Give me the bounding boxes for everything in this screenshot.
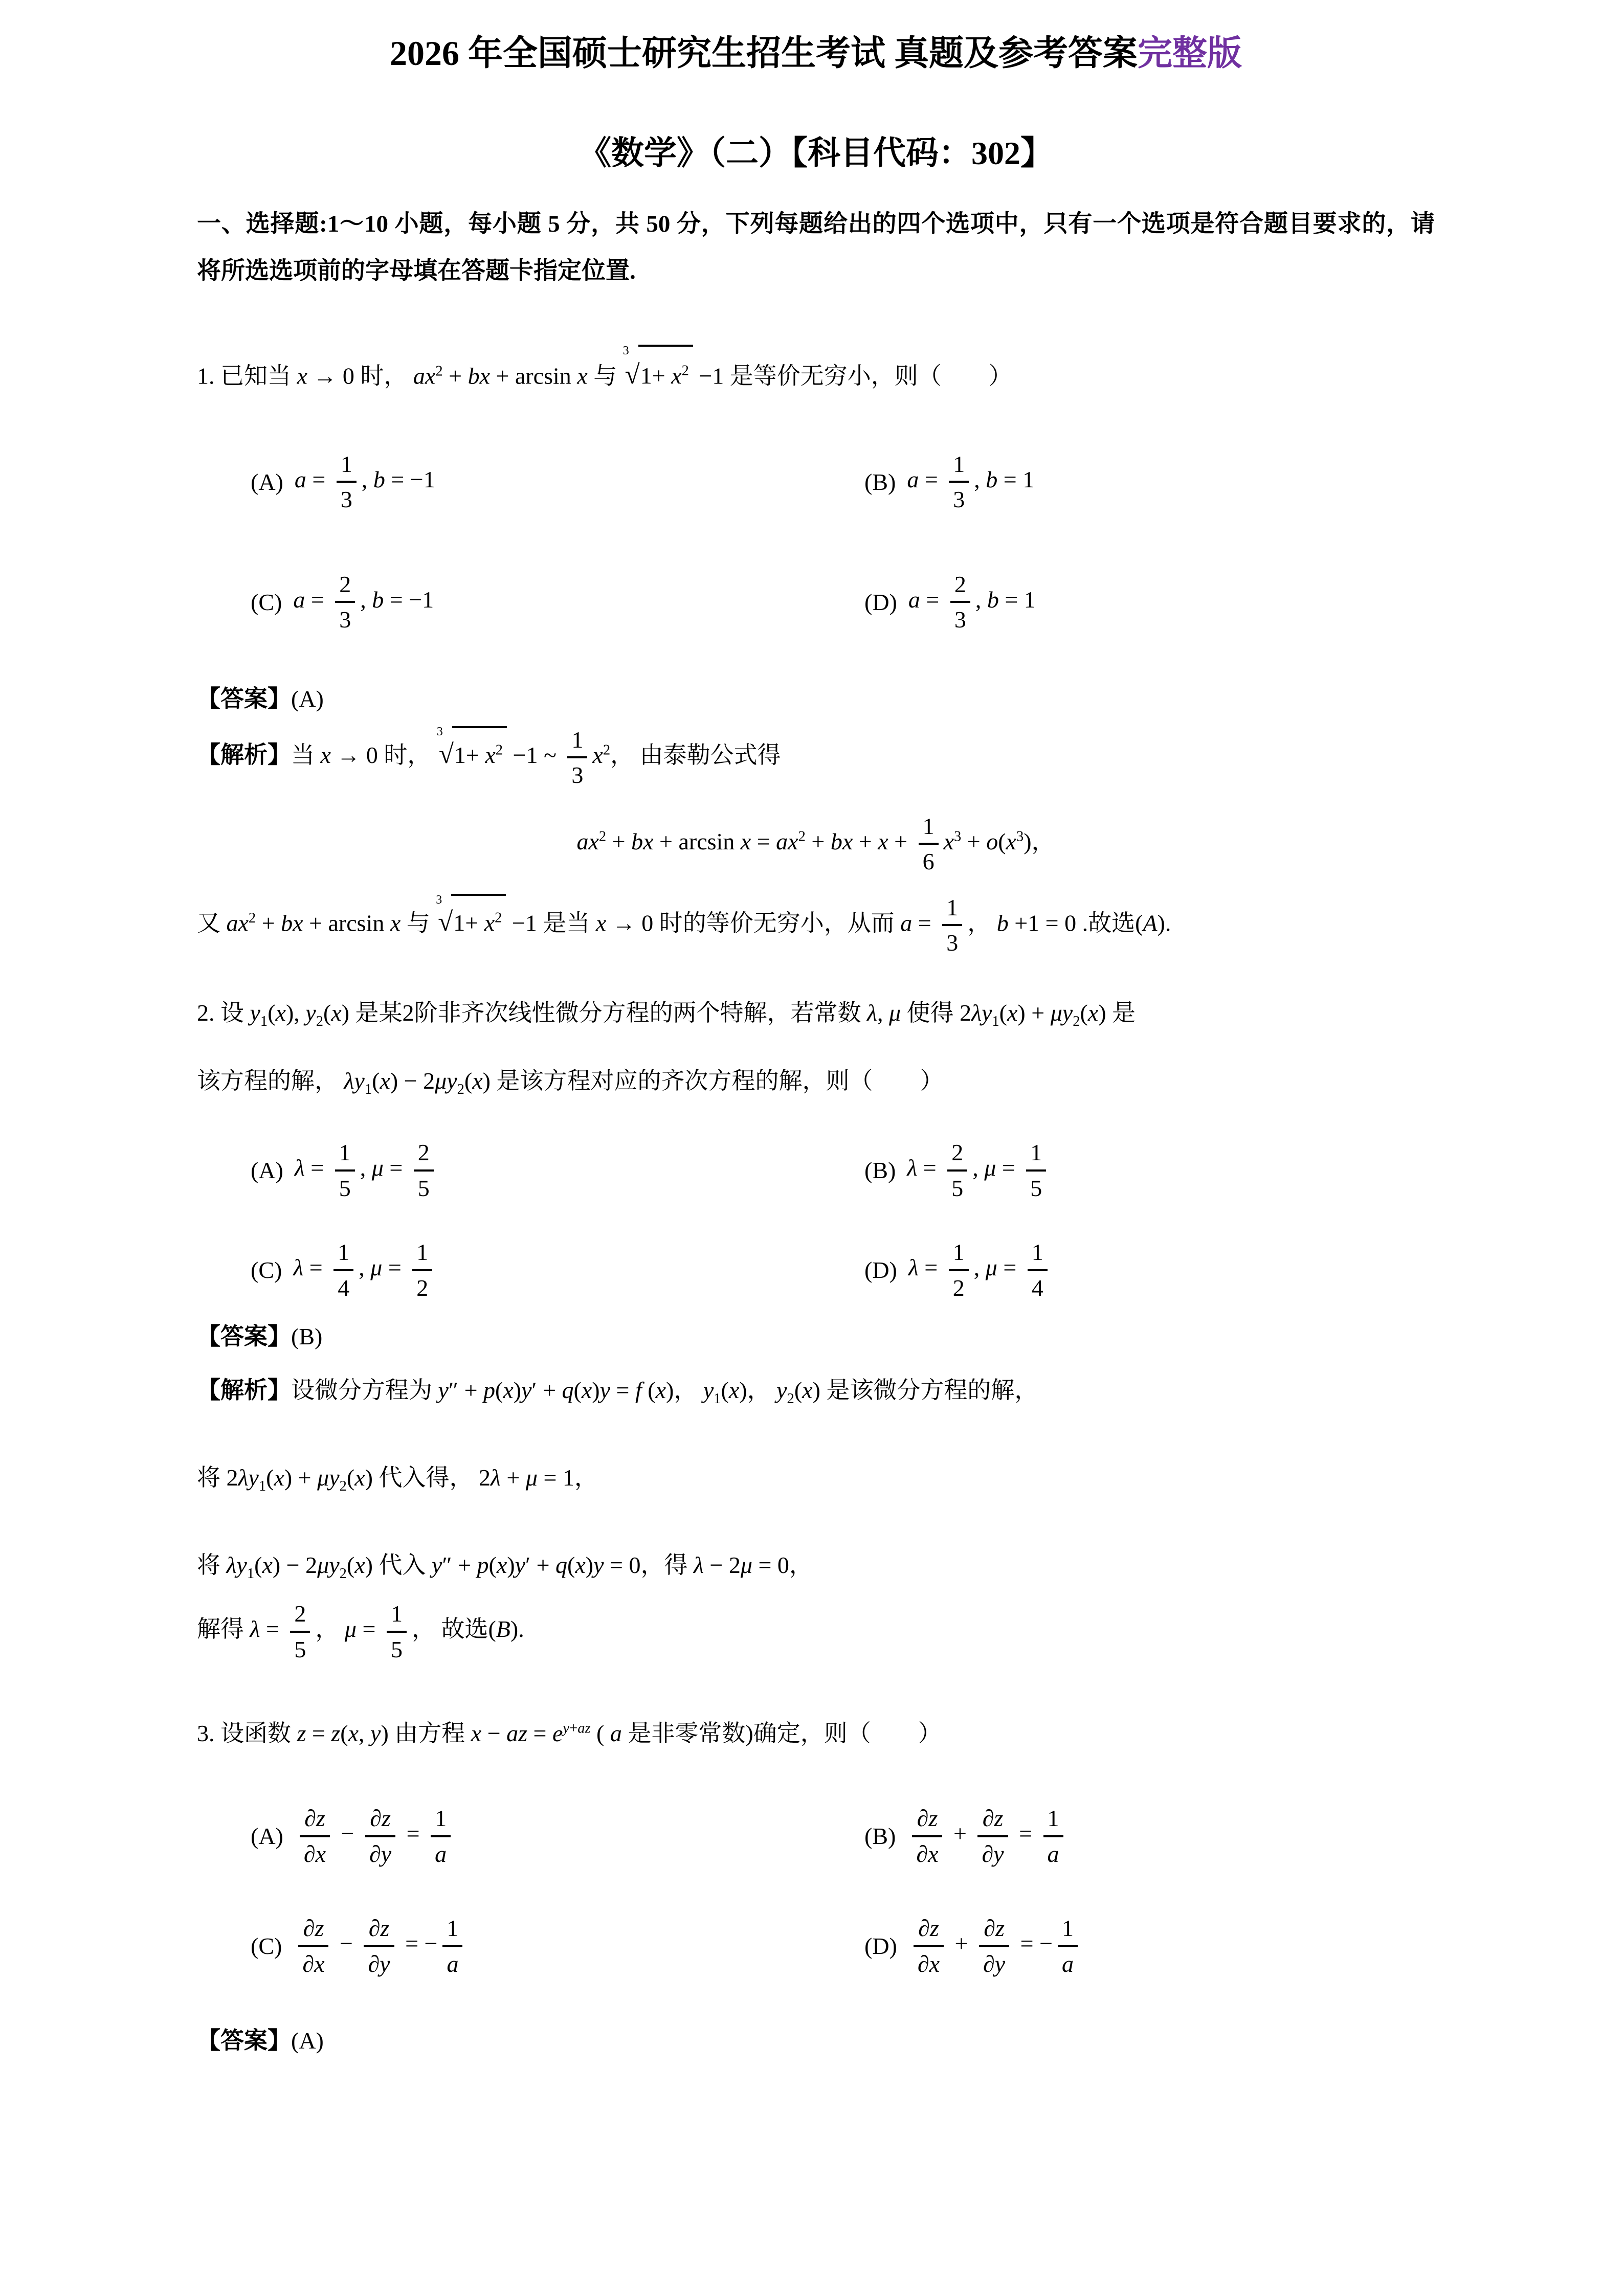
q1-option-b xyxy=(816,441,1435,523)
q2-analysis-label: 【解析】 xyxy=(197,1377,291,1403)
q2-analysis-line-2: 将 $2\lambda y_1(x) + \mu y_2(x)$ 代入得， 2λ + μ = 1， xyxy=(197,1464,598,1495)
question-2 xyxy=(197,979,1435,1667)
q2-option-a-label: (A) xyxy=(251,1157,283,1184)
q1-option-b-math: a = $\frac{1}{3}$ , b = 1 xyxy=(907,446,1034,517)
q3-option-c xyxy=(197,1903,816,1990)
q2-option-c-math: λ = $\frac{1}{4}$ , μ = $\frac{1}{2}$ xyxy=(293,1234,437,1305)
q1-option-a xyxy=(197,441,816,523)
q1-answer-label: 【答案】 xyxy=(197,686,291,712)
q3-options-row-2 xyxy=(197,1903,1435,1990)
q2-option-b-label: (B) xyxy=(864,1157,896,1184)
q2-answer-label: 【答案】 xyxy=(197,1323,291,1349)
q1-option-d-label: (D) xyxy=(864,589,897,615)
q1-answer xyxy=(197,681,1435,716)
q1-option-c-math: a = $\frac{2}{3}$ , b = −1 xyxy=(293,567,434,638)
q3-option-b-math: $\frac{\partial z}{\partial x}$ + $\frac{\partial z}{\partial y}$ = $\frac{1}{a}$ xyxy=(907,1800,1068,1872)
q3-option-c-label: (C) xyxy=(251,1933,282,1960)
q2-stem xyxy=(197,979,1435,1115)
q1-option-a-label: (A) xyxy=(251,468,283,495)
q2-options-row-2 xyxy=(197,1229,1435,1311)
q3-option-a xyxy=(197,1793,816,1880)
q1-stem: 1. 已知当 x → 0 时， $ax^2$ + bx + arcsin x 与 $^3√1+ x^2 -1$ 是等价无穷小，则（ ） xyxy=(197,340,1435,408)
q2-option-d-math: λ = $\frac{1}{2}$ , μ = $\frac{1}{4}$ xyxy=(908,1234,1053,1305)
section-intro: 一、选择题:1～10 小题，每小题 5 分，共 50 分，下列每题给出的四个选项中，只有一个选项是符合题目要求的，请将所选选项前的字母填在答题卡指定位置. xyxy=(197,211,1435,285)
q2-option-c xyxy=(197,1229,816,1311)
question-3 xyxy=(197,1705,1435,2058)
title-highlight: 完整版 xyxy=(1138,34,1242,73)
q2-option-a-math: λ = $\frac{1}{5}$ , μ = $\frac{2}{5}$ xyxy=(295,1135,439,1206)
q2-stem-line-2: 该方程的解， $\lambda y_1(x) - 2\mu y_2(x)$ 是该方程对应的齐次方程的解，则（ ） xyxy=(197,1068,944,1098)
q1-analysis-line-2: 又 $ax^2$ + bx + arcsin x 与 $^3√1+ x^2 -1$ 是当 x → 0 时的等价无穷小，从而 a = $\frac{1}{3}$ ， b +1 = 0 .故选(A). xyxy=(197,890,1435,961)
q3-option-d-label: (D) xyxy=(864,1933,897,1960)
q2-analysis-line-1 xyxy=(197,1364,1435,1416)
q1-option-c-label: (C) xyxy=(251,589,282,615)
q2-options-row-1 xyxy=(197,1130,1435,1211)
q3-option-c-math: $\frac{\partial z}{\partial x}$ − $\frac{\partial z}{\partial y}$ = − $\frac{1}{a}$ xyxy=(293,1910,468,1982)
q1-answer-value: (A) xyxy=(291,686,324,712)
q3-stem: 3. 设函数 z = z(x, y) 由方程 x − az = $e^{y+az}$ ( a 是非零常数)确定，则（ ） xyxy=(197,1720,942,1747)
q1-option-c xyxy=(197,561,816,643)
q1-analysis-label: 【解析】 xyxy=(197,741,291,768)
question-1 xyxy=(197,340,1435,961)
title-main: 2026 年全国硕士研究生招生考试 真题及参考答案 xyxy=(389,34,1138,73)
q3-answer-value: (A) xyxy=(291,2027,324,2054)
q2-analysis-line-3: 将 $\lambda y_1(x) - 2\mu y_2(x)$ 代入 y″ + p(x)y′ + q(x)y = 0，得 λ − 2μ = 0， xyxy=(197,1552,813,1582)
q3-option-d-math: $\frac{\partial z}{\partial x}$ + $\frac{\partial z}{\partial y}$ = − $\frac{1}{a}$ xyxy=(908,1910,1083,1982)
q3-option-d xyxy=(816,1903,1435,1990)
q1-analysis-line-1-math: 当 x → 0 时， $^3√1+ x^2 -1$ ~ $\frac{1}{3}$ $x^2$， 由泰勒公式得 xyxy=(291,742,781,768)
q3-option-b xyxy=(816,1793,1435,1880)
q2-stem-line-1: 2. 设 $y_1(x)$, $y_2(x)$ 是某2阶非齐次线性微分方程的两个特解，若常数 λ, μ 使得 $2\lambda y_1(x) + \mu y_2(x)$ 是 xyxy=(197,999,1136,1030)
q2-option-b xyxy=(816,1130,1435,1211)
q2-answer xyxy=(197,1319,1435,1354)
q2-option-a xyxy=(197,1130,816,1211)
q2-analysis-line-1-math: 设微分方程为 y″ + p(x)y′ + q(x)y = f (x)， $y_1(x)$， $y_2(x)$ 是该微分方程的解， xyxy=(291,1377,1038,1407)
q3-option-a-math: $\frac{\partial z}{\partial x}$ − $\frac{\partial z}{\partial y}$ = $\frac{1}{a}$ xyxy=(295,1800,456,1872)
q2-option-b-math: λ = $\frac{2}{5}$ , μ = $\frac{1}{5}$ xyxy=(907,1135,1051,1206)
q1-options-row-1 xyxy=(197,441,1435,523)
q2-analysis-line-4: 解得 λ = $\frac{2}{5}$ ， μ = $\frac{1}{5}$ ， 故选(B). xyxy=(197,1596,1435,1667)
q2-option-c-label: (C) xyxy=(251,1257,282,1284)
q2-option-d-label: (D) xyxy=(864,1257,897,1284)
q3-answer xyxy=(197,2023,1435,2058)
q2-option-d xyxy=(816,1229,1435,1311)
q1-analysis-equation: $ax^2$ + bx + $\arcsin x = ax^2$ + bx + x + $\frac{1}{6}$ $x^3 + o(x^3)$， xyxy=(197,808,1435,880)
q1-option-b-label: (B) xyxy=(864,468,896,495)
q3-options-row-1 xyxy=(197,1793,1435,1880)
page-subtitle: 《数学》（二）【科目代码：302】 xyxy=(579,134,1053,171)
q3-option-b-label: (B) xyxy=(864,1823,896,1850)
q1-option-d-math: a = $\frac{2}{3}$ , b = 1 xyxy=(908,567,1036,638)
q3-option-a-label: (A) xyxy=(251,1823,283,1850)
q1-options-row-2 xyxy=(197,561,1435,643)
q1-analysis-line-1 xyxy=(197,722,1435,793)
q3-answer-label: 【答案】 xyxy=(197,2027,291,2054)
q1-option-d xyxy=(816,561,1435,643)
page-title xyxy=(197,28,1435,79)
q2-answer-value: (B) xyxy=(291,1323,323,1349)
q1-option-a-math: a = $\frac{1}{3}$ , b = −1 xyxy=(295,446,435,517)
